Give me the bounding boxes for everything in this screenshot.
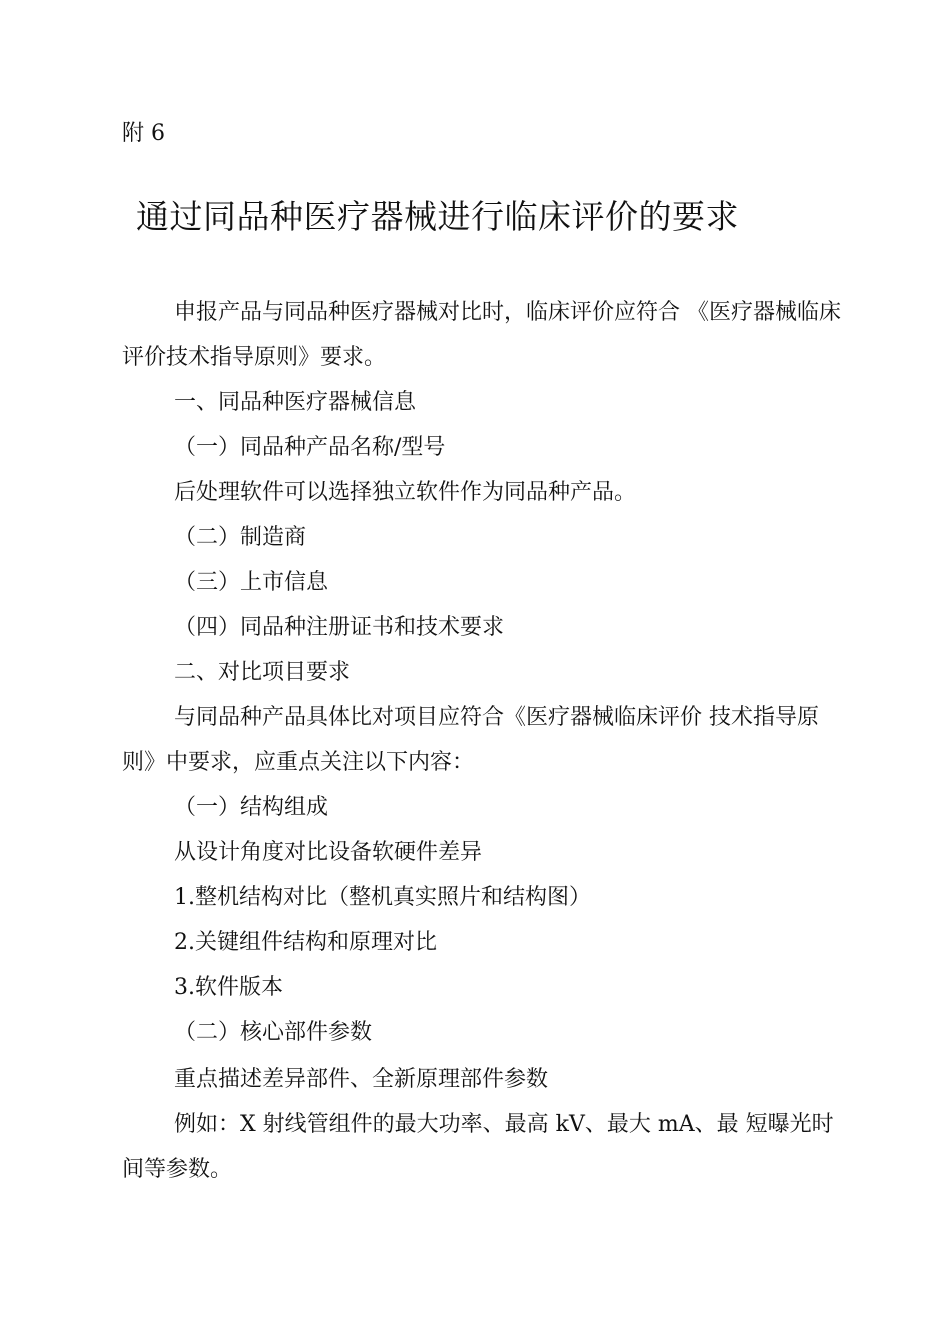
paragraph-text: 从设计角度对比设备软硬件差异 — [174, 840, 483, 865]
appendix-label: 附 6 — [122, 121, 165, 146]
subsection-heading-1-1: （一）同品种产品名称/型号 — [174, 435, 446, 460]
paragraph-intro: 申报产品与同品种医疗器械对比时，临床评价应符合 《医疗器械临床评价技术指导原则》要求。 — [122, 300, 841, 370]
subsection-heading-2-2: （二）核心部件参数 — [174, 1020, 373, 1045]
section-heading-1: 一、同品种医疗器械信息 — [174, 390, 417, 415]
paragraph-example: 例如：X 射线管组件的最大功率、最高 kV、最大 mA、最 短曝光时间等参数。 — [122, 1112, 834, 1182]
section-heading-2: 二、对比项目要求 — [174, 660, 351, 685]
subsection-heading-1-4: （四）同品种注册证书和技术要求 — [174, 615, 505, 640]
document-title: 通过同品种医疗器械进行临床评价的要求 — [136, 197, 739, 236]
subsection-heading-1-3: （三）上市信息 — [174, 570, 329, 595]
subsection-heading-1-2: （二）制造商 — [174, 525, 307, 550]
paragraph-text: 重点描述差异部件、全新原理部件参数 — [174, 1067, 549, 1092]
paragraph-comparison: 与同品种产品具体比对项目应符合《医疗器械临床评价 技术指导原则》中要求，应重点关注以下内容： — [122, 705, 819, 775]
list-item-1: 1.整机结构对比（整机真实照片和结构图） — [174, 885, 591, 910]
list-item-2: 2.关键组件结构和原理对比 — [174, 930, 437, 955]
paragraph-text: 后处理软件可以选择独立软件作为同品种产品。 — [174, 480, 637, 505]
subsection-heading-2-1: （一）结构组成 — [174, 795, 329, 820]
list-item-3: 3.软件版本 — [174, 975, 283, 1000]
document-body — [122, 290, 850, 1192]
